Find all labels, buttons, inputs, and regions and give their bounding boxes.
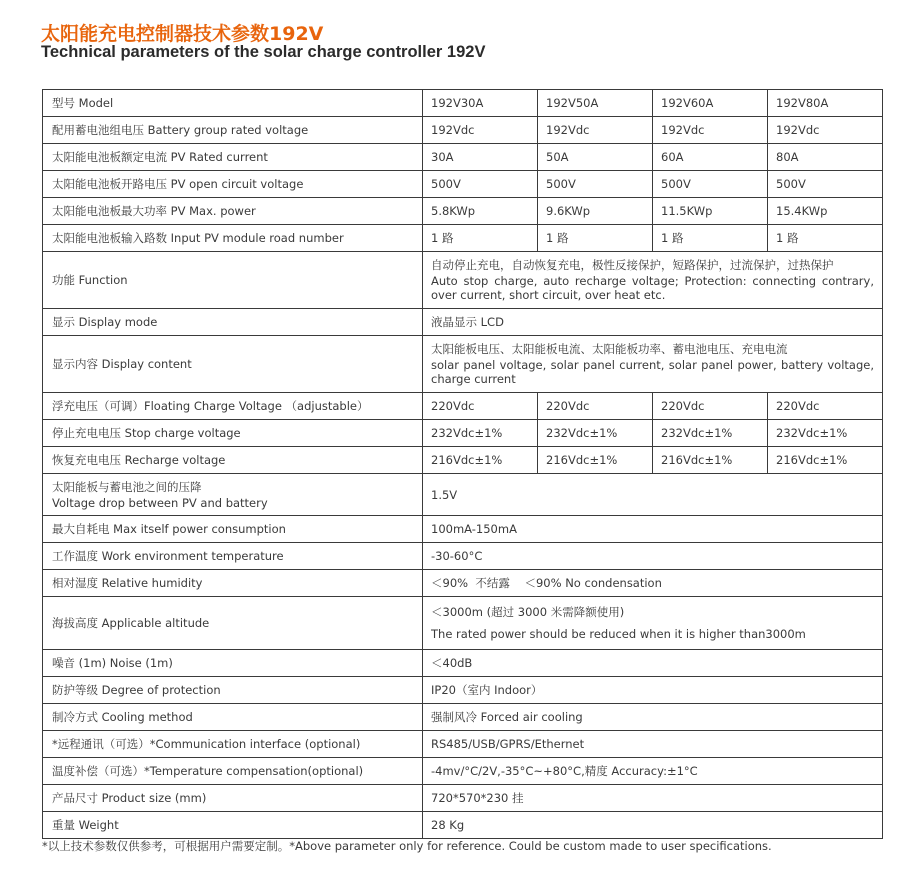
- value-cell: 500V: [423, 171, 538, 198]
- table-row: [43, 171, 883, 198]
- table-row: [43, 516, 883, 543]
- value-cell: 192Vdc: [538, 117, 653, 144]
- value-cell: 500V: [768, 171, 883, 198]
- table-row-function: [43, 252, 883, 309]
- row-label: 太阳能电池板输入路数 Input PV module road number: [43, 225, 423, 252]
- table-row-model: [43, 90, 883, 117]
- value-cell: 1.5V: [423, 474, 883, 516]
- value-cell: IP20（室内 Indoor）: [423, 677, 883, 704]
- value-cell: 30A: [423, 144, 538, 171]
- table-row-altitude: [43, 597, 883, 650]
- table-row: [43, 225, 883, 252]
- row-label: 防护等级 Degree of protection: [43, 677, 423, 704]
- value-cell: 232Vdc±1%: [653, 420, 768, 447]
- table-row: [43, 420, 883, 447]
- value-cell: -4mv/°C/2V,-35°C~+80°C,精度 Accuracy:±1°C: [423, 758, 883, 785]
- value-cell: 192Vdc: [768, 117, 883, 144]
- voltage-drop-label-cn: 太阳能板与蓄电池之间的压降: [52, 479, 202, 494]
- footnote: *以上技术参数仅供参考，可根据用户需要定制。*Above parameter only for reference. Could be custom made to user specifications.: [42, 839, 772, 853]
- table-row: [43, 650, 883, 677]
- value-cell: 强制风冷 Forced air cooling: [423, 704, 883, 731]
- value-cell: 80A: [768, 144, 883, 171]
- value-cell: 500V: [653, 171, 768, 198]
- row-label: 太阳能电池板最大功率 PV Max. power: [43, 198, 423, 225]
- row-label: 功能 Function: [43, 252, 423, 309]
- value-cell: RS485/USB/GPRS/Ethernet: [423, 731, 883, 758]
- altitude-value: [423, 597, 883, 650]
- table-row-voltage-drop: [43, 474, 883, 516]
- value-cell: 液晶显示 LCD: [423, 309, 883, 336]
- value-cell: 232Vdc±1%: [538, 420, 653, 447]
- table-row: [43, 704, 883, 731]
- voltage-drop-label-en: Voltage drop between PV and battery: [52, 495, 268, 510]
- value-cell: ＜90% 不结露 ＜90% No condensation: [423, 570, 883, 597]
- value-cell: 500V: [538, 171, 653, 198]
- value-cell: 11.5KWp: [653, 198, 768, 225]
- value-cell: 60A: [653, 144, 768, 171]
- model-cell: 192V80A: [768, 90, 883, 117]
- table-row: [43, 117, 883, 144]
- table-row: [43, 198, 883, 225]
- table-row: [43, 677, 883, 704]
- table-row-display-content: [43, 336, 883, 393]
- row-label: *远程通讯（可选）*Communication interface (optional): [43, 731, 423, 758]
- display-content-cn: 太阳能板电压、太阳能板电流、太阳能板功率、蓄电池电压、充电电流: [431, 342, 788, 356]
- value-cell: 220Vdc: [768, 393, 883, 420]
- row-label: 噪音 (1m) Noise (1m): [43, 650, 423, 677]
- value-cell: 220Vdc: [423, 393, 538, 420]
- table-row: [43, 144, 883, 171]
- display-content-value: [423, 336, 883, 393]
- value-cell: 216Vdc±1%: [653, 447, 768, 474]
- altitude-cn: ＜3000m (超过 3000 米需降额使用): [431, 605, 625, 619]
- model-cell: 192V30A: [423, 90, 538, 117]
- table-row: [43, 758, 883, 785]
- value-cell: 192Vdc: [423, 117, 538, 144]
- row-label: 海拔高度 Applicable altitude: [43, 597, 423, 650]
- row-label: 温度补偿（可选）*Temperature compensation(optional): [43, 758, 423, 785]
- row-label: 显示 Display mode: [43, 309, 423, 336]
- value-cell: 9.6KWp: [538, 198, 653, 225]
- value-cell: 15.4KWp: [768, 198, 883, 225]
- function-en: Auto stop charge, auto recharge voltage; Protection: connecting contrary, over current, short circuit, over heat etc.: [431, 274, 874, 302]
- model-label: 型号 Model: [43, 90, 423, 117]
- display-content-en: solar panel voltage, solar panel current, solar panel power, battery voltage, charge current: [431, 358, 874, 386]
- row-label: 浮充电压（可调）Floating Charge Voltage （adjustable）: [43, 393, 423, 420]
- table-row: [43, 393, 883, 420]
- table-row: [43, 543, 883, 570]
- value-cell: 192Vdc: [653, 117, 768, 144]
- value-cell: ＜40dB: [423, 650, 883, 677]
- value-cell: 232Vdc±1%: [768, 420, 883, 447]
- function-cn: 自动停止充电，自动恢复充电，极性反接保护，短路保护，过流保护，过热保护: [431, 258, 834, 272]
- row-label: 太阳能电池板额定电流 PV Rated current: [43, 144, 423, 171]
- model-cell: 192V60A: [653, 90, 768, 117]
- value-cell: 220Vdc: [538, 393, 653, 420]
- value-cell: 216Vdc±1%: [538, 447, 653, 474]
- table-row: [43, 785, 883, 812]
- page-title-cn: 太阳能充电控制器技术参数192V: [41, 23, 324, 45]
- value-cell: 1 路: [768, 225, 883, 252]
- table-row: [43, 570, 883, 597]
- value-cell: 216Vdc±1%: [768, 447, 883, 474]
- table-row: [43, 731, 883, 758]
- row-label: 最大自耗电 Max itself power consumption: [43, 516, 423, 543]
- value-cell: -30-60°C: [423, 543, 883, 570]
- table-row: [43, 309, 883, 336]
- row-label: 相对湿度 Relative humidity: [43, 570, 423, 597]
- value-cell: 232Vdc±1%: [423, 420, 538, 447]
- table-row: [43, 447, 883, 474]
- value-cell: 216Vdc±1%: [423, 447, 538, 474]
- value-cell: 1 路: [423, 225, 538, 252]
- voltage-drop-label: [43, 474, 423, 516]
- table-row: [43, 812, 883, 839]
- row-label: 制冷方式 Cooling method: [43, 704, 423, 731]
- value-cell: 100mA-150mA: [423, 516, 883, 543]
- spec-table: [42, 89, 883, 839]
- row-label: 工作温度 Work environment temperature: [43, 543, 423, 570]
- value-cell: 28 Kg: [423, 812, 883, 839]
- value-cell: 1 路: [538, 225, 653, 252]
- row-label: 配用蓄电池组电压 Battery group rated voltage: [43, 117, 423, 144]
- altitude-en: The rated power should be reduced when it is higher than3000m: [431, 627, 806, 641]
- row-label: 停止充电电压 Stop charge voltage: [43, 420, 423, 447]
- row-label: 产品尺寸 Product size (mm): [43, 785, 423, 812]
- model-cell: 192V50A: [538, 90, 653, 117]
- row-label: 显示内容 Display content: [43, 336, 423, 393]
- function-value: [423, 252, 883, 309]
- value-cell: 50A: [538, 144, 653, 171]
- value-cell: 220Vdc: [653, 393, 768, 420]
- row-label: 恢复充电电压 Recharge voltage: [43, 447, 423, 474]
- row-label: 太阳能电池板开路电压 PV open circuit voltage: [43, 171, 423, 198]
- page-title-en: Technical parameters of the solar charge controller 192V: [41, 43, 486, 61]
- value-cell: 720*570*230 挂: [423, 785, 883, 812]
- value-cell: 1 路: [653, 225, 768, 252]
- value-cell: 5.8KWp: [423, 198, 538, 225]
- row-label: 重量 Weight: [43, 812, 423, 839]
